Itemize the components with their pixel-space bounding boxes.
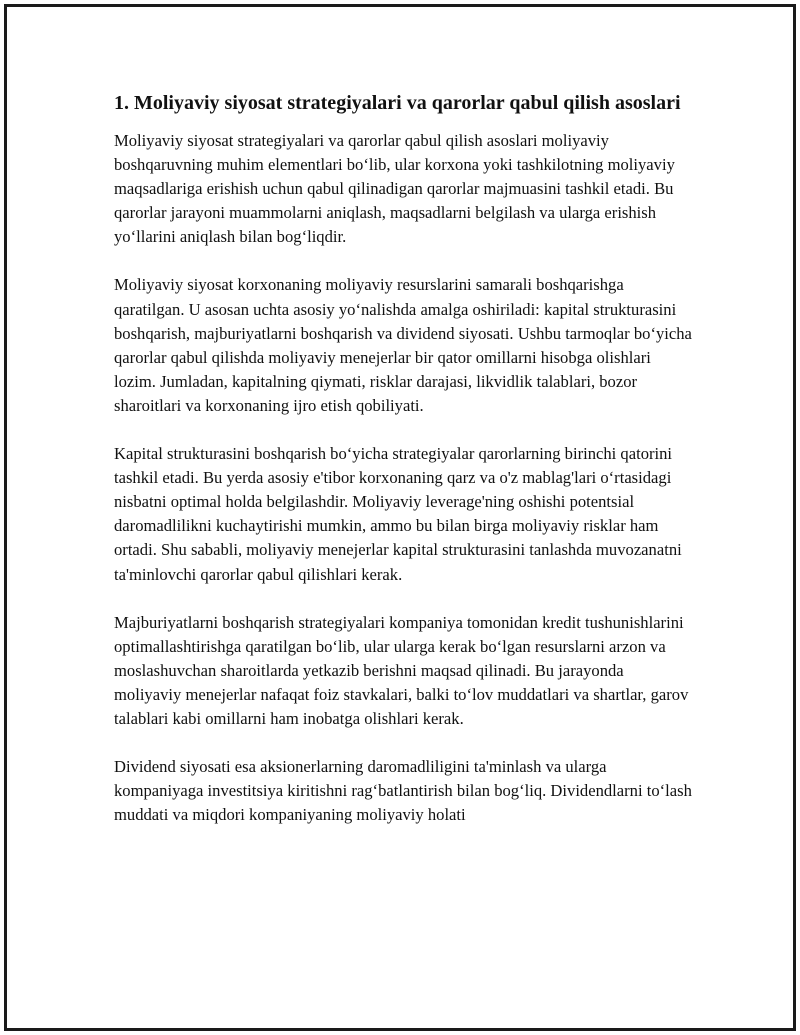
paragraph-5: Dividend siyosati esa aksionerlarning daromadliligini ta'minlash va ularga kompaniyaga investitsiya kiritishni rag‘batlantirish bilan bog‘liq. Dividendlarni to‘lash muddati va miqdori kompaniyaning moliyaviy holati bbox=[114, 757, 692, 825]
section-heading: 1. Moliyaviy siyosat strategiyalari va qarorlar qabul qilish asoslari bbox=[114, 92, 681, 114]
paragraph-3: Kapital strukturasini boshqarish bo‘yicha strategiyalar qarorlarning birinchi qatorini tashkil etadi. Bu yerda asosiy e'tibor korxonaning qarz va o'z mablag'lari o‘rtasidagi nisbatni optimal holda belgilashdir. Moliyaviy leverage'ning oshishi potentsial daromadlilikni kuchaytirishi mumkin, ammo bu bilan birga moliyaviy risklar ham ortadi. Shu sababli, moliyaviy menejerlar kapital strukturasini tanlashda muvozanatni ta'minlovchi qarorlar qabul qilishlari kerak. bbox=[114, 444, 682, 584]
paragraph-4: Majburiyatlarni boshqarish strategiyalari kompaniya tomonidan kredit tushunishlarini optimallashtirishga qaratilgan bo‘lib, ular ularga kerak bo‘lgan resurslarni arzon va moslashuvchan sharoitlarda yetkazib berishni maqsad qilinadi. Bu jarayonda moliyaviy menejerlar nafaqat foiz stavkalari, balki to‘lov muddatlari va shartlar, garov talablari kabi omillarni ham inobatga olishlari kerak. bbox=[114, 612, 689, 728]
paragraph-1: Moliyaviy siyosat strategiyalari va qarorlar qabul qilish asoslari moliyaviy boshqaruvning muhim elementlari bo‘lib, ular korxona yoki tashkilotning moliyaviy maqsadlariga erishish uchun qabul qilinadigan qarorlar majmuasini tashkil etadi. Bu qarorlar jarayoni muammolarni aniqlash, maqsadlarni belgilash va ularga erishish yo‘llarini aniqlash bilan bog‘liqdir. bbox=[114, 131, 675, 247]
document-body bbox=[114, 90, 694, 851]
paragraph-2: Moliyaviy siyosat korxonaning moliyaviy resurslarini samarali boshqarishga qaratilgan. U asosan uchta asosiy yo‘nalishda amalga oshiriladi: kapital strukturasini boshqarish, majburiyatlarni boshqarish va dividend siyosati. Ushbu tarmoqlar bo‘yicha qarorlar qabul qilishda moliyaviy menejerlar bir qator omillarni hisobga olishlari lozim. Jumladan, kapitalning qiymati, risklar darajasi, likvidlik talablari, bozor sharoitlari va korxonaning ijro etish qobiliyati. bbox=[114, 275, 692, 415]
